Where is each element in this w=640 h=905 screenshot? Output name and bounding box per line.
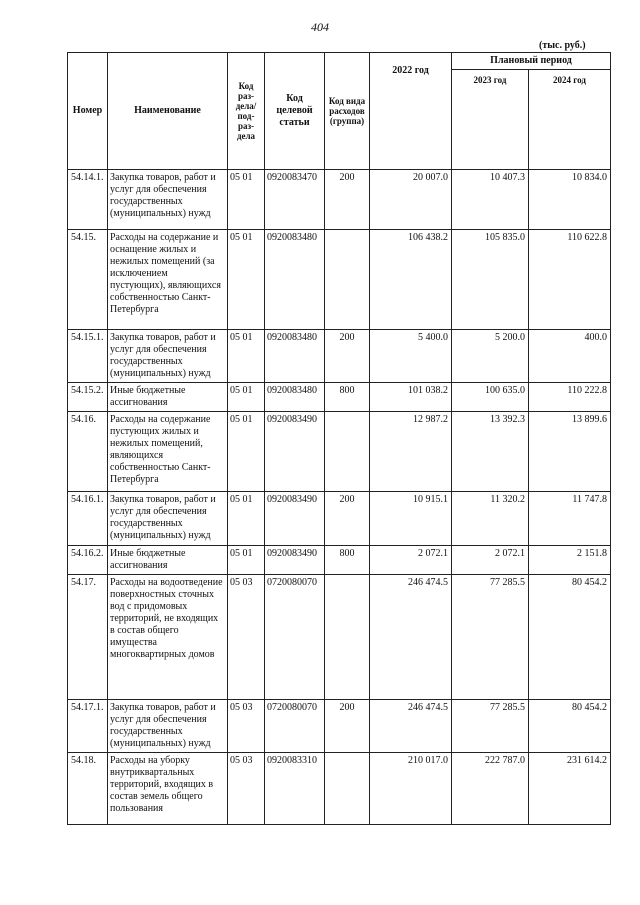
row-name: Закупка товаров, работ и услуг для обеспечения государственных (муниципальных) нужд [108, 700, 228, 753]
row-value-2022: 210 017.0 [370, 753, 452, 825]
row-expense-group: 200 [325, 170, 370, 230]
budget-table [67, 52, 611, 825]
row-value-2024: 110 622.8 [529, 230, 611, 330]
header-2023: 2023 год [452, 70, 529, 170]
row-number: 54.16. [68, 412, 108, 492]
row-section-code: 05 01 [228, 230, 265, 330]
row-value-2023: 105 835.0 [452, 230, 529, 330]
row-value-2022: 101 038.2 [370, 383, 452, 412]
row-expense-group: 800 [325, 383, 370, 412]
row-expense-group [325, 575, 370, 700]
row-section-code: 05 01 [228, 412, 265, 492]
row-expense-group: 200 [325, 700, 370, 753]
row-expense-group: 800 [325, 546, 370, 575]
row-value-2022: 246 474.5 [370, 700, 452, 753]
table-row [68, 546, 611, 575]
row-value-2023: 222 787.0 [452, 753, 529, 825]
row-name: Расходы на содержание пустующих жилых и нежилых помещений, являющихся собственностью Санкт-Петербурга [108, 412, 228, 492]
table-row [68, 492, 611, 546]
table-body [68, 170, 611, 825]
row-section-code: 05 03 [228, 700, 265, 753]
row-value-2022: 5 400.0 [370, 330, 452, 383]
row-value-2022: 106 438.2 [370, 230, 452, 330]
row-value-2023: 13 392.3 [452, 412, 529, 492]
row-section-code: 05 01 [228, 330, 265, 383]
row-section-code: 05 01 [228, 492, 265, 546]
row-value-2023: 100 635.0 [452, 383, 529, 412]
row-name: Иные бюджетные ассигнования [108, 546, 228, 575]
row-target-code: 0920083480 [265, 383, 325, 412]
row-number: 54.14.1. [68, 170, 108, 230]
row-target-code: 0920083310 [265, 753, 325, 825]
row-value-2023: 11 320.2 [452, 492, 529, 546]
row-number: 54.17. [68, 575, 108, 700]
row-name: Расходы на содержание и оснащение жилых и нежилых помещений (за исключением пустующих), являющихся собственностью Санкт-Петербурга [108, 230, 228, 330]
row-number: 54.18. [68, 753, 108, 825]
table-row [68, 753, 611, 825]
header-section: Код раз- дела/ под- раз- дела [228, 53, 265, 170]
row-value-2023: 10 407.3 [452, 170, 529, 230]
row-name: Иные бюджетные ассигнования [108, 383, 228, 412]
row-value-2022: 12 987.2 [370, 412, 452, 492]
row-target-code: 0920083470 [265, 170, 325, 230]
row-target-code: 0920083480 [265, 330, 325, 383]
header-name: Наименование [108, 53, 228, 170]
row-value-2022: 20 007.0 [370, 170, 452, 230]
table-row [68, 330, 611, 383]
row-value-2023: 5 200.0 [452, 330, 529, 383]
row-value-2024: 10 834.0 [529, 170, 611, 230]
row-name: Расходы на уборку внутриквартальных территорий, входящих в состав земель общего пользования [108, 753, 228, 825]
row-value-2024: 11 747.8 [529, 492, 611, 546]
row-value-2023: 77 285.5 [452, 575, 529, 700]
row-value-2024: 110 222.8 [529, 383, 611, 412]
table-row [68, 383, 611, 412]
row-target-code: 0720080070 [265, 575, 325, 700]
row-value-2022: 10 915.1 [370, 492, 452, 546]
table-row [68, 575, 611, 700]
row-expense-group [325, 412, 370, 492]
table-row [68, 700, 611, 753]
row-value-2023: 2 072.1 [452, 546, 529, 575]
header-2024: 2024 год [529, 70, 611, 170]
row-target-code: 0920083490 [265, 412, 325, 492]
row-value-2024: 2 151.8 [529, 546, 611, 575]
row-number: 54.15. [68, 230, 108, 330]
header-2022: 2022 год [370, 53, 452, 170]
row-value-2024: 80 454.2 [529, 575, 611, 700]
table-row [68, 170, 611, 230]
row-target-code: 0920083490 [265, 546, 325, 575]
row-value-2022: 246 474.5 [370, 575, 452, 700]
row-value-2024: 13 899.6 [529, 412, 611, 492]
header-planning-period: Плановый период [452, 53, 611, 70]
row-section-code: 05 03 [228, 753, 265, 825]
row-value-2024: 231 614.2 [529, 753, 611, 825]
row-expense-group [325, 230, 370, 330]
row-name: Закупка товаров, работ и услуг для обеспечения государственных (муниципальных) нужд [108, 492, 228, 546]
row-section-code: 05 03 [228, 575, 265, 700]
row-number: 54.15.2. [68, 383, 108, 412]
row-number: 54.16.2. [68, 546, 108, 575]
row-number: 54.16.1. [68, 492, 108, 546]
header-target: Код целевой статьи [265, 53, 325, 170]
row-expense-group: 200 [325, 492, 370, 546]
row-value-2022: 2 072.1 [370, 546, 452, 575]
page-number: 404 [311, 20, 329, 34]
row-target-code: 0720080070 [265, 700, 325, 753]
row-section-code: 05 01 [228, 546, 265, 575]
table-row [68, 230, 611, 330]
table-row [68, 412, 611, 492]
row-value-2024: 80 454.2 [529, 700, 611, 753]
row-name: Закупка товаров, работ и услуг для обеспечения государственных (муниципальных) нужд [108, 170, 228, 230]
row-target-code: 0920083480 [265, 230, 325, 330]
row-target-code: 0920083490 [265, 492, 325, 546]
row-name: Расходы на водоотведение поверхностных сточных вод с придомовых территорий, не входящих в состав общего имущества многоквартирных домов [108, 575, 228, 700]
header-expense-type: Код вида расходов (группа) [325, 53, 370, 170]
row-expense-group [325, 753, 370, 825]
row-number: 54.17.1. [68, 700, 108, 753]
header-number: Номер [68, 53, 108, 170]
units-label: (тыс. руб.) [539, 40, 586, 51]
row-section-code: 05 01 [228, 383, 265, 412]
row-expense-group: 200 [325, 330, 370, 383]
row-value-2023: 77 285.5 [452, 700, 529, 753]
row-section-code: 05 01 [228, 170, 265, 230]
row-name: Закупка товаров, работ и услуг для обеспечения государственных (муниципальных) нужд [108, 330, 228, 383]
row-value-2024: 400.0 [529, 330, 611, 383]
row-number: 54.15.1. [68, 330, 108, 383]
